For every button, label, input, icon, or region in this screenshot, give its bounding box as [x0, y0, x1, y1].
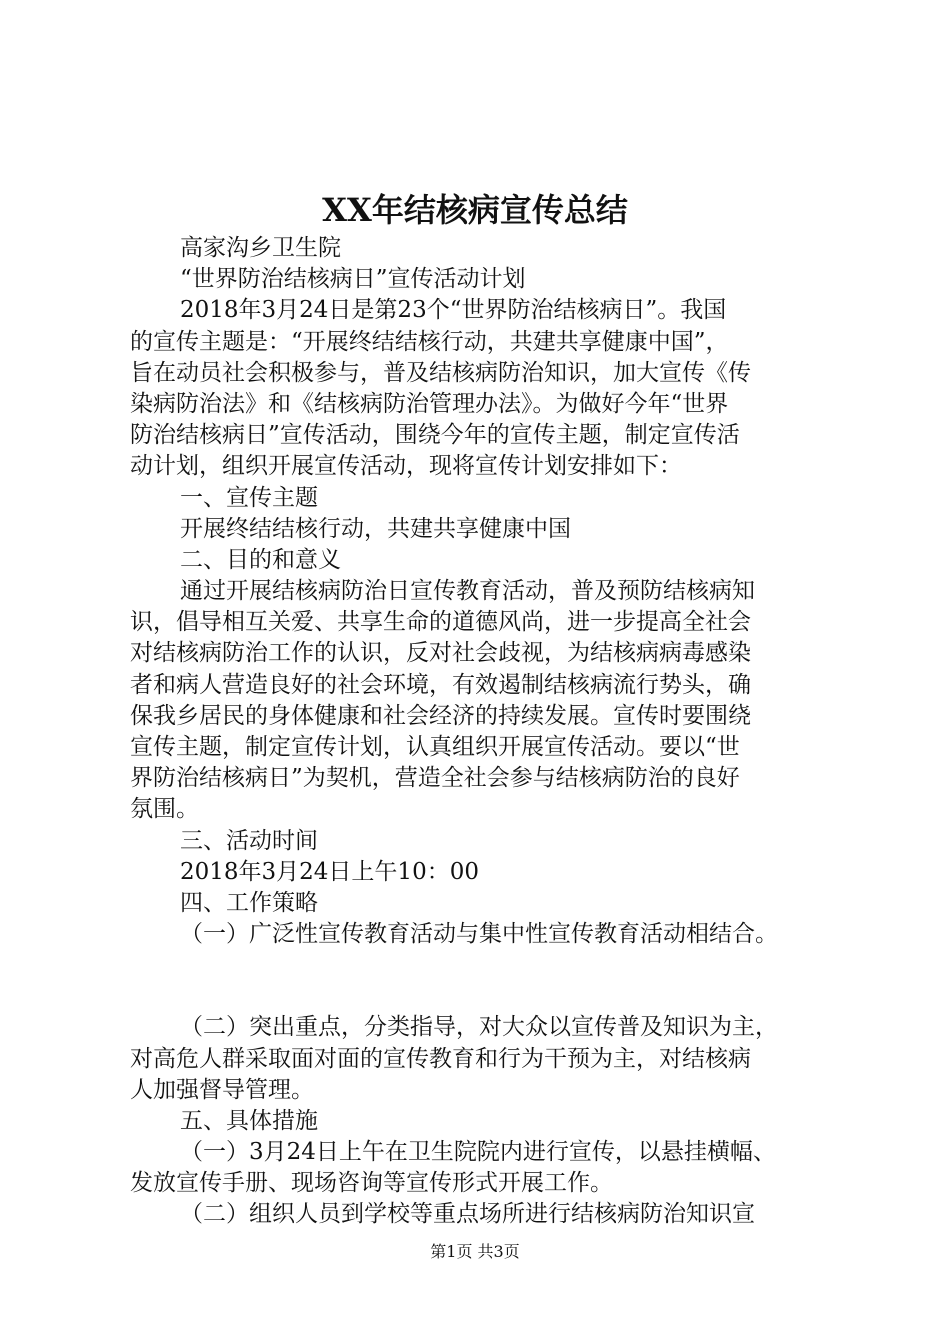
body-line: 人加强督导管理。: [130, 1076, 314, 1103]
page-footer: 第1页 共3页: [430, 1242, 520, 1261]
body-line: 一、宣传主题: [180, 484, 318, 511]
body-line: 保我乡居民的身体健康和社会经济的持续发展。宣传时要围绕: [130, 702, 751, 729]
body-line: 开展终结结核行动，共建共享健康中国: [180, 515, 571, 542]
body-line: 宣传主题，制定宣传计划，认真组织开展宣传活动。要以“世: [130, 734, 740, 760]
body-line: （二）组织人员到学校等重点场所进行结核病防治知识宣: [180, 1201, 755, 1228]
body-line: 识，倡导相互关爱、共享生命的道德风尚，进一步提高全社会: [130, 609, 751, 636]
body-line: 三、活动时间: [180, 827, 318, 854]
body-line: 对高危人群采取面对面的宣传教育和行为干预为主，对结核病: [130, 1045, 751, 1072]
paragraph-gap: [130, 950, 840, 1012]
body-line: 对结核病防治工作的认识，反对社会歧视，为结核病病毒感染: [130, 640, 751, 667]
body-line: 二、目的和意义: [180, 546, 341, 573]
body-line: 高家沟乡卫生院: [180, 235, 341, 261]
document-body: [130, 233, 840, 1231]
body-line: 氛围。: [130, 796, 199, 823]
body-line: 染病防治法》和《结核病防治管理办法》。为做好今年“世界: [130, 390, 729, 417]
body-line: （一）广泛性宣传教育活动与集中性宣传教育活动相结合。: [180, 921, 778, 948]
body-line: （一）3月24日上午在卫生院院内进行宣传，以悬挂横幅、: [180, 1139, 776, 1166]
body-line: 五、具体措施: [180, 1107, 318, 1134]
body-line: 防治结核病日”宣传活动，围绕今年的宣传主题，制定宣传活: [130, 422, 740, 449]
body-line: 通过开展结核病防治日宣传教育活动，普及预防结核病知: [180, 578, 755, 605]
document-title: XX年结核病宣传总结: [322, 191, 628, 229]
body-line: 者和病人营造良好的社会环境，有效遏制结核病流行势头，确: [130, 671, 751, 698]
body-line: 2018年3月24日上午10：00: [180, 858, 479, 885]
body-line: “世界防治结核病日”宣传活动计划: [180, 266, 526, 293]
body-line: 四、工作策略: [180, 889, 318, 916]
body-line: （二）突出重点，分类指导，对大众以宣传普及知识为主，: [180, 1014, 778, 1041]
body-line: 的宣传主题是：“开展终结结核行动，共建共享健康中国”，: [130, 328, 729, 355]
body-line: 发放宣传手册、现场咨询等宣传形式开展工作。: [130, 1170, 613, 1197]
body-line: 动计划，组织开展宣传活动，现将宣传计划安排如下：: [130, 453, 682, 480]
body-line: 2018年3月24日是第23个“世界防治结核病日”。我国: [180, 297, 727, 324]
body-line: 旨在动员社会积极参与，普及结核病防治知识，加大宣传《传: [130, 359, 751, 386]
body-line: 界防治结核病日”为契机，营造全社会参与结核病防治的良好: [130, 765, 740, 792]
